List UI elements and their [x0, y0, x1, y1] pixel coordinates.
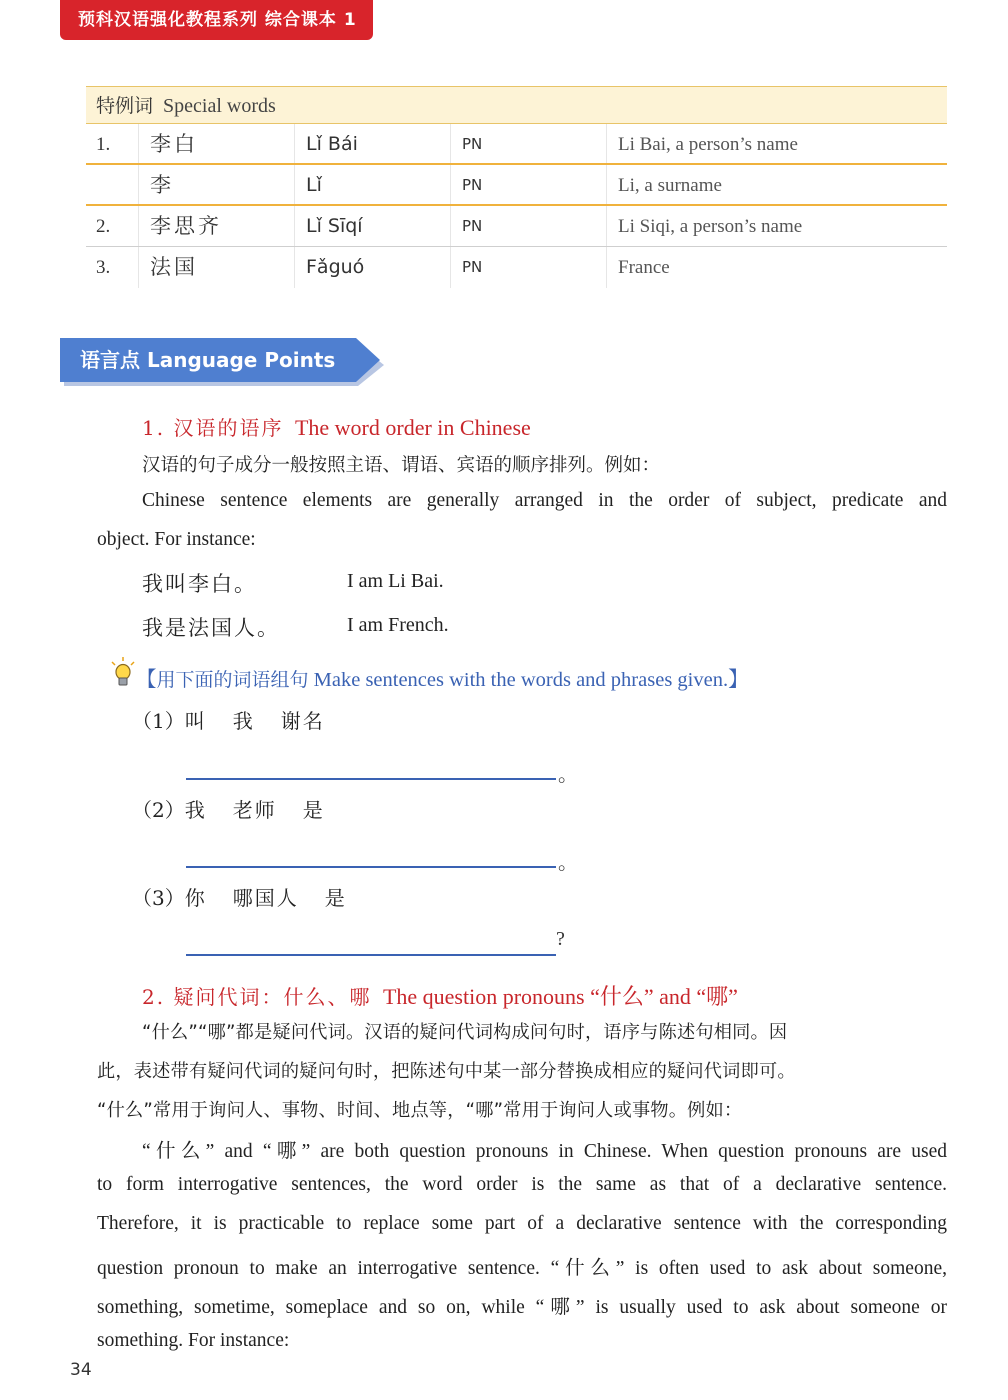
- exercise-word: 是: [324, 886, 347, 910]
- exercise-item-2: [132, 794, 325, 823]
- point1-paragraph-en-line2: object. For instance:: [97, 529, 256, 550]
- point2-paragraph-en-line5: something, sometime, someplace and so on, while “哪” is usually used to ask about someone or: [97, 1297, 947, 1318]
- exercise-instruction-en: Make sentences with the words and phrases given.: [313, 669, 729, 691]
- lightbulb-icon: [110, 656, 136, 690]
- row-number: 3.: [96, 257, 111, 278]
- table-row: [86, 165, 947, 206]
- point2-paragraph-en-line1: “什么” and “哪” are both question pronouns in Chinese. When question pronouns are used: [142, 1141, 947, 1162]
- row-pinyin: Lǐ Sīqí: [306, 215, 363, 237]
- example-sentence-en: I am Li Bai.: [347, 570, 444, 592]
- point2-paragraph-cn-line1: “什么”“哪”都是疑问代词。汉语的疑问代词构成问句时，语序与陈述句相同。因: [142, 1022, 788, 1043]
- answer-punct-2: 。: [558, 852, 578, 874]
- point2-paragraph-cn-line2: 此，表述带有疑问代词的疑问句时，把陈述句中某一部分替换成相应的疑问代词即可。: [97, 1061, 796, 1082]
- exercise-instruction-cn: 用下面的词语组句: [156, 669, 309, 691]
- row-pinyin: Lǐ Bái: [306, 133, 358, 155]
- answer-line-1[interactable]: [186, 778, 556, 780]
- row-hanzi: 李: [150, 173, 174, 197]
- row-pinyin: Lǐ: [306, 174, 322, 196]
- row-number: 1.: [96, 134, 111, 155]
- exercise-item-1: [132, 705, 325, 734]
- row-english: France: [618, 257, 670, 278]
- point1-heading-en: The word order in Chinese: [294, 415, 531, 440]
- table-row: [86, 247, 947, 288]
- special-words-heading-cn: 特例词: [96, 95, 154, 117]
- row-english: Li Siqi, a person’s name: [618, 216, 803, 237]
- point1-heading-cn: 1. 汉语的语序: [142, 416, 284, 440]
- header-series-title: 预科汉语强化教程系列 综合课本 1: [60, 0, 373, 40]
- exercise-bracket-open: 【: [136, 669, 157, 691]
- example-sentence-cn: 我叫李白。: [142, 572, 257, 596]
- answer-line-2[interactable]: [186, 866, 556, 868]
- row-pos: PN: [462, 258, 483, 276]
- row-english: Li Bai, a person’s name: [618, 134, 798, 155]
- point2-paragraph-cn-line3: “什么”常用于询问人、事物、时间、地点等，“哪”常用于询问人或事物。例如：: [97, 1100, 743, 1121]
- exercise-word: 我: [232, 709, 255, 733]
- row-pos: PN: [462, 217, 483, 235]
- answer-punct-3: ?: [556, 928, 565, 950]
- answer-line-3[interactable]: [186, 954, 556, 956]
- point2-heading-cn: 2. 疑问代词：什么、哪: [142, 985, 372, 1009]
- exercise-bracket-close: 】: [728, 669, 749, 691]
- point2-paragraph-en-line2: to form interrogative sentences, the word order is the same as that of a declarative sentence.: [97, 1174, 947, 1195]
- point1-paragraph-en-line1: Chinese sentence elements are generally arranged in the order of subject, predicate and: [142, 490, 947, 511]
- point2-paragraph-en-line3: Therefore, it is practicable to replace some part of a declarative sentence with the corresponding: [97, 1213, 947, 1234]
- row-pinyin: Fǎguó: [306, 256, 365, 278]
- row-pos: PN: [462, 135, 483, 153]
- example-sentence-cn: 我是法国人。: [142, 616, 280, 640]
- exercise-instruction: [136, 662, 749, 692]
- table-row: [86, 124, 947, 165]
- exercise-word: 叫: [184, 709, 207, 733]
- point2-paragraph-en-line6: something. For instance:: [97, 1330, 290, 1351]
- point2-paragraph-en-line4: question pronoun to make an interrogative sentence. “什么” is often used to ask about someone,: [97, 1258, 947, 1279]
- point1-paragraph-cn: 汉语的句子成分一般按照主语、谓语、宾语的顺序排列。例如：: [142, 455, 661, 476]
- special-words-table: [86, 86, 947, 288]
- table-row: [86, 206, 947, 247]
- row-hanzi: 李思齐: [150, 214, 222, 238]
- exercise-item-label: （2）: [132, 798, 185, 822]
- point1-heading: [142, 412, 531, 441]
- row-number: 2.: [96, 216, 111, 237]
- answer-punct-1: 。: [558, 764, 578, 786]
- exercise-item-label: （3）: [132, 886, 185, 910]
- point2-heading-en: The question pronouns “什么” and “哪”: [382, 984, 738, 1009]
- exercise-word: 老师: [232, 798, 277, 822]
- exercise-item-3: [132, 882, 347, 911]
- row-pos: PN: [462, 176, 483, 194]
- page-number: 34: [70, 1360, 92, 1380]
- exercise-item-label: （1）: [132, 709, 185, 733]
- example-sentence-en: I am French.: [347, 614, 449, 636]
- special-words-heading-en: Special words: [163, 95, 276, 117]
- row-hanzi: 李白: [150, 132, 198, 156]
- language-points-banner: [60, 338, 385, 382]
- point2-heading: [142, 980, 738, 1011]
- row-hanzi: 法国: [150, 255, 198, 279]
- exercise-word: 你: [184, 886, 207, 910]
- exercise-word: 是: [302, 798, 325, 822]
- row-english: Li, a surname: [618, 175, 722, 196]
- exercise-word: 谢名: [280, 709, 325, 733]
- special-words-heading: [86, 86, 947, 124]
- exercise-word: 哪国人: [232, 886, 299, 910]
- language-points-title: 语言点 Language Points: [80, 348, 336, 372]
- exercise-word: 我: [184, 798, 207, 822]
